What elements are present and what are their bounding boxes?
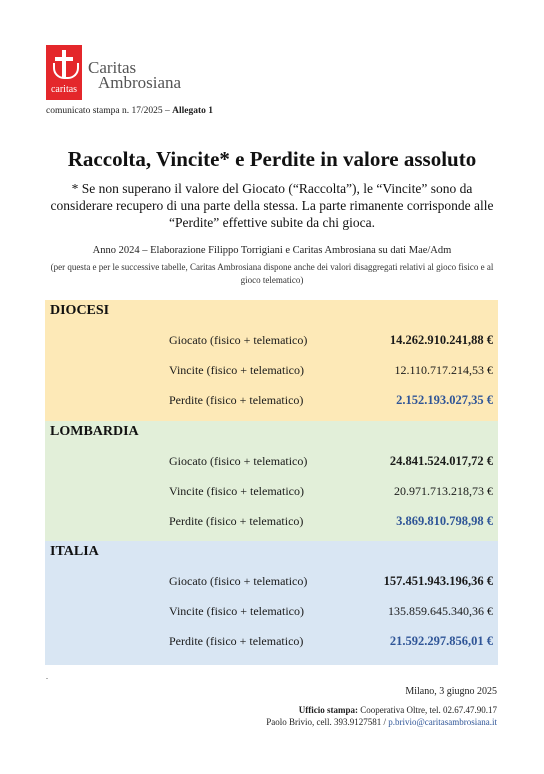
giocato-value: 14.262.910.241,88 € [389, 333, 493, 347]
table-row: Giocato (fisico + telematico) 157.451.943.196,36 € [169, 574, 493, 588]
table-row: Perdite (fisico + telematico) 2.152.193.027,35 € [169, 393, 493, 407]
footer-dot: . [46, 672, 48, 681]
section-lombardia [45, 421, 498, 541]
giocato-value: 24.841.524.017,72 € [389, 454, 493, 468]
vincite-value: 20.971.713.218,73 € [394, 484, 493, 498]
section-title: ITALIA [50, 544, 99, 559]
section-diocesi [45, 300, 498, 421]
date-line: Milano, 3 giugno 2025 [405, 686, 497, 697]
allegato-label: Allegato 1 [172, 106, 214, 116]
table-row: Perdite (fisico + telematico) 21.592.297.856,01 € [169, 634, 493, 648]
table-row: Perdite (fisico + telematico) 3.869.810.798,98 € [169, 514, 493, 528]
perdite-value: 21.592.297.856,01 € [389, 634, 493, 648]
logo-small-text: caritas [50, 84, 78, 95]
caritas-cross-icon [46, 45, 82, 100]
press-release-ref: comunicato stampa n. 17/2025 – Allegato 1 [46, 106, 214, 116]
table-row: Giocato (fisico + telematico) 24.841.524.017,72 € [169, 454, 493, 468]
source-note: (per questa e per le successive tabelle, Caritas Ambrosiana dispone anche dei valori disaggregati relativi al gioco fisico e al gioco telematico) [50, 262, 494, 285]
source-line: Anno 2024 – Elaborazione Filippo Torrigiani e Caritas Ambrosiana su dati Mae/Adm [92, 245, 452, 256]
giocato-value: 157.451.943.196,36 € [383, 574, 493, 588]
table-row: Vincite (fisico + telematico) 20.971.713.218,73 € [169, 484, 493, 498]
email-link[interactable]: p.brivio@caritasambrosiana.it [388, 717, 497, 727]
page-title: Raccolta, Vincite* e Perdite in valore assoluto [67, 147, 477, 171]
table-row: Giocato (fisico + telematico) 14.262.910.241,88 € [169, 333, 493, 347]
vincite-value: 12.110.717.214,53 € [394, 363, 493, 377]
section-italia [45, 541, 498, 665]
brand-name: Caritas Ambrosiana [88, 58, 182, 92]
section-title: LOMBARDIA [50, 424, 139, 439]
table-row: Vincite (fisico + telematico) 12.110.717.214,53 € [169, 363, 493, 377]
subtitle: * Se non superano il valore del Giocato (“Raccolta”), le “Vincite” sono da considerare recupero di una parte della stessa. La parte rimanente corrisponde alle “Perdite” effettive subite da chi gioca. [50, 181, 494, 230]
caritas-logo [46, 45, 82, 100]
perdite-value: 2.152.193.027,35 € [396, 393, 493, 407]
table-row: Vincite (fisico + telematico) 135.859.645.340,36 € [169, 604, 493, 618]
vincite-value: 135.859.645.340,36 € [388, 604, 493, 618]
perdite-value: 3.869.810.798,98 € [396, 514, 493, 528]
press-office: Ufficio stampa: Cooperativa Oltre, tel. 02.67.47.90.17 Paolo Brivio, cell. 393.9127581 / p.brivio@caritasambrosiana.it [266, 705, 497, 727]
section-title: DIOCESI [50, 303, 110, 318]
